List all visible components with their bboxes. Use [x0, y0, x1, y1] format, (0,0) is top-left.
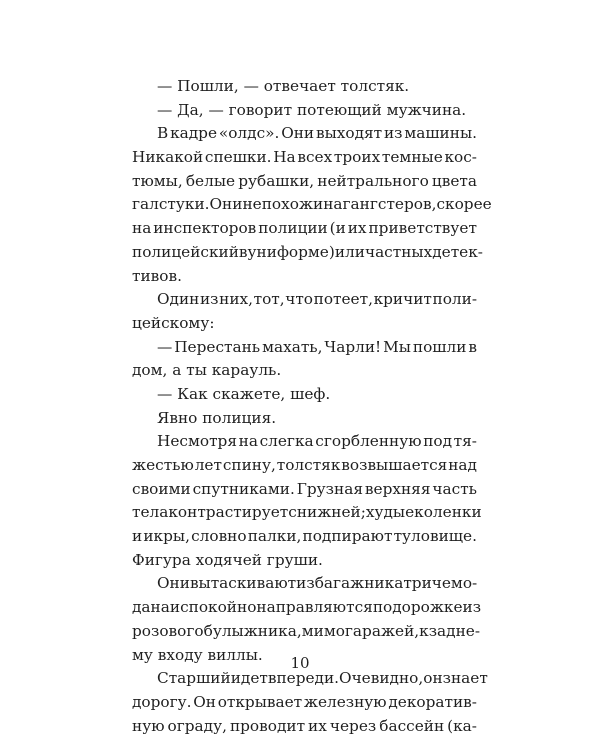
- word: контрастирует: [168, 503, 289, 522]
- word: —: [157, 337, 173, 356]
- text-line: — Пошли, — отвечает толстяк.: [157, 77, 410, 95]
- word: белые: [185, 171, 236, 190]
- text-line: [132, 478, 477, 502]
- page-number: 10: [290, 654, 310, 672]
- text-line: [132, 217, 477, 241]
- text-line: [132, 620, 481, 644]
- word: идет: [230, 669, 268, 688]
- word: чемо-: [431, 574, 478, 593]
- text-line: [132, 454, 477, 478]
- word: Никакой: [132, 148, 204, 167]
- text-line: му входу виллы.: [132, 645, 263, 664]
- body-text: [132, 75, 492, 738]
- word: в: [238, 242, 248, 261]
- word: нейтрального: [317, 171, 429, 190]
- word: Перестань: [174, 337, 261, 356]
- word: Мы: [383, 337, 411, 356]
- word: кричит: [373, 290, 432, 309]
- word: тела: [132, 503, 169, 522]
- word: В: [157, 124, 169, 143]
- word: жестью: [132, 456, 194, 474]
- word: из: [199, 290, 219, 309]
- word: (ка-: [447, 716, 477, 735]
- word: по: [372, 598, 393, 617]
- word: палки,: [247, 527, 302, 546]
- text-line: [132, 691, 477, 715]
- word: слегка: [259, 432, 314, 451]
- text-line: [132, 241, 483, 265]
- word: дорогу.: [132, 692, 192, 711]
- text-line: [132, 288, 477, 312]
- text-line: — Да, — говорит потеющий мужчина.: [157, 100, 467, 119]
- word: темные: [381, 148, 443, 167]
- word: открывает: [217, 692, 303, 711]
- word: к: [419, 621, 429, 640]
- text-line: [132, 715, 477, 739]
- word: он: [423, 669, 443, 688]
- word: багажника: [314, 574, 404, 593]
- word: бассейн: [379, 716, 445, 735]
- text-line: [132, 430, 477, 454]
- word: Они: [281, 124, 315, 143]
- word: из: [383, 124, 403, 143]
- text-line: цейскому:: [132, 313, 215, 332]
- word: униформе): [247, 242, 335, 261]
- word: полицейский: [132, 242, 239, 261]
- word: икры,: [143, 527, 190, 546]
- word: розового: [132, 621, 204, 640]
- word: над: [448, 456, 477, 474]
- text-line: [132, 170, 477, 194]
- word: Он: [193, 692, 216, 711]
- word: выходят: [315, 124, 383, 143]
- word: из: [296, 574, 315, 593]
- word: проводит: [229, 716, 306, 735]
- word: и: [132, 527, 143, 546]
- word: непохожи: [242, 195, 324, 214]
- word: мимо: [301, 621, 345, 640]
- word: Очевидно,: [339, 669, 424, 688]
- word: лет: [194, 456, 222, 474]
- word: махать,: [262, 337, 323, 356]
- text-line: Фигура ходячей груши.: [132, 550, 323, 569]
- word: три: [403, 574, 432, 593]
- word: их: [347, 219, 367, 238]
- word: Несмотря: [157, 432, 237, 451]
- word: рубашки,: [238, 171, 315, 190]
- word: туловище.: [393, 527, 477, 546]
- word: Грузная: [296, 479, 363, 498]
- word: троих: [333, 148, 381, 167]
- word: спину,: [222, 456, 276, 474]
- word: через: [329, 716, 377, 735]
- word: галстуки.: [132, 195, 210, 214]
- word: ограду,: [167, 716, 227, 735]
- word: гаражей,: [344, 621, 420, 640]
- word: гангстеров,: [342, 195, 437, 214]
- word: железную: [303, 692, 387, 711]
- word: под: [423, 432, 453, 451]
- word: пошли: [412, 337, 467, 356]
- word: инспекторов: [153, 219, 257, 238]
- text-line: [132, 193, 492, 217]
- text-line: [132, 336, 477, 360]
- word: машины.: [404, 124, 477, 143]
- word: что: [285, 290, 314, 309]
- word: них,: [219, 290, 254, 309]
- word: декоратив-: [388, 692, 477, 711]
- word: подпирают: [302, 527, 393, 546]
- word: с: [288, 503, 297, 522]
- word: на: [323, 195, 343, 214]
- text-line: [132, 572, 477, 596]
- text-line: [132, 146, 477, 170]
- word: сгорбленную: [315, 432, 422, 451]
- word: словно: [191, 527, 247, 546]
- word: спешки.: [204, 148, 272, 167]
- word: кадре: [170, 124, 218, 143]
- word: или: [334, 242, 365, 261]
- word: возвышается: [341, 456, 448, 474]
- word: в: [468, 337, 477, 356]
- word: толстяк: [276, 456, 341, 474]
- word: На: [273, 148, 296, 167]
- word: дорожке: [392, 598, 463, 617]
- word: Они: [209, 195, 243, 214]
- text-line: дом, а ты карауль.: [132, 361, 282, 380]
- word: поли-: [432, 290, 477, 309]
- word: на: [238, 432, 258, 451]
- word: ную: [132, 716, 165, 735]
- word: худые: [365, 503, 415, 522]
- word: скорее: [436, 195, 492, 214]
- word: тя-: [453, 432, 477, 451]
- word: потеет,: [313, 290, 373, 309]
- word: вытаскивают: [189, 574, 297, 593]
- word: тюмы,: [132, 171, 183, 190]
- word: (и: [329, 219, 346, 238]
- word: «олдс».: [218, 124, 280, 143]
- word: на: [132, 219, 152, 238]
- word: и: [169, 598, 181, 617]
- word: своими: [132, 479, 191, 498]
- word: Старший: [157, 669, 231, 688]
- word: цвета: [431, 171, 477, 190]
- word: дана: [132, 598, 170, 617]
- text-line: тивов.: [132, 266, 182, 285]
- word: тот,: [253, 290, 285, 309]
- text-line: — Как скажете, шеф.: [157, 384, 331, 403]
- text-line: [132, 122, 477, 146]
- word: нижней;: [296, 503, 366, 522]
- word: из: [462, 598, 482, 617]
- word: всех: [297, 148, 333, 167]
- text-line: [132, 596, 482, 620]
- word: задне-: [428, 621, 481, 640]
- word: Они: [157, 574, 190, 593]
- word: детек-: [432, 242, 483, 261]
- word: кос-: [444, 148, 477, 167]
- word: впереди.: [267, 669, 340, 688]
- text-line: [132, 501, 482, 525]
- text-line: Явно полиция.: [157, 408, 277, 427]
- word: частных: [364, 242, 433, 261]
- word: часть: [432, 479, 477, 498]
- word: Чарли!: [324, 337, 382, 356]
- word: полиции: [258, 219, 328, 238]
- word: Один: [157, 290, 200, 309]
- word: спутниками.: [192, 479, 295, 498]
- text-line: [132, 525, 477, 549]
- word: спокойно: [180, 598, 257, 617]
- word: коленки: [414, 503, 482, 522]
- word: приветствует: [368, 219, 477, 238]
- word: булыжника,: [203, 621, 302, 640]
- word: знает: [442, 669, 488, 688]
- word: их: [308, 716, 327, 735]
- word: направляются: [256, 598, 373, 617]
- word: верхняя: [364, 479, 431, 498]
